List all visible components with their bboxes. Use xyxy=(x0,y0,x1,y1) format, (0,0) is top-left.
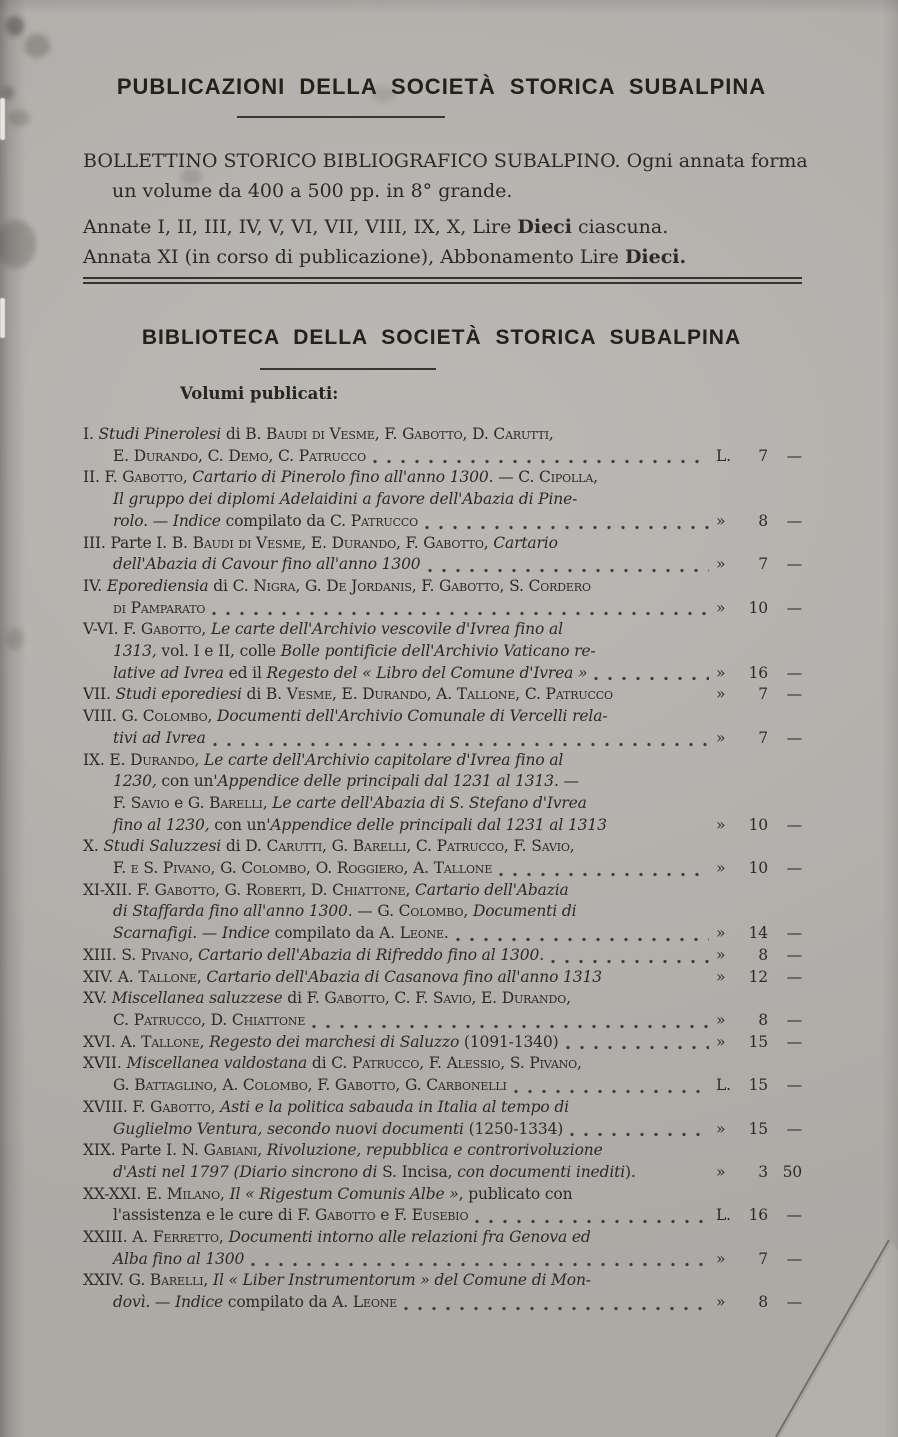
price-amount: 8 xyxy=(758,1010,768,1029)
text-run: A. Tallone, xyxy=(117,967,202,986)
price-amount: 16 xyxy=(748,1206,768,1225)
text-run: F. Gabotto, C. F. Savio, E. Durando, xyxy=(306,989,571,1008)
price-cents: — xyxy=(786,945,802,964)
text-run: G. Battaglino, A. Colombo, F. Gabotto, G. Carbonelli xyxy=(113,1076,507,1095)
price-cents: — xyxy=(786,924,802,943)
text-run: l'assistenza e le cure di xyxy=(113,1206,298,1225)
text-run: Annate I, II, III, IV, V, VI, VII, VIII, IX, X, Lire xyxy=(83,216,518,238)
text-run: F. Gabotto, G. Roberti, D. Chiattone, xyxy=(136,880,411,899)
price-cents: — xyxy=(786,1249,802,1268)
text-run: VIII. xyxy=(83,707,122,726)
price-currency: » xyxy=(716,728,726,747)
text-run: Cartario di Pinerolo fino all'anno 1300 xyxy=(192,468,489,487)
text-run: con un' xyxy=(209,815,271,834)
price-amount: 7 xyxy=(758,728,768,747)
text-run: XVI. xyxy=(83,1032,121,1051)
text-run: Il « Liber Instrumentorum » del Comune di Mon- xyxy=(212,1271,591,1290)
price-amount: 7 xyxy=(758,446,768,465)
text-run: G. Colombo, xyxy=(377,902,469,921)
text-run: Annata XI (in corso di publicazione), Abbonamento Lire xyxy=(83,246,625,268)
text-run: Cartario dell'Abazia xyxy=(415,880,569,899)
text-run: Indice xyxy=(221,924,270,943)
text-run: , publicato con xyxy=(458,1184,573,1203)
text-run: Indice xyxy=(175,1293,224,1312)
price-cents: — xyxy=(786,1032,802,1051)
price-amount: 7 xyxy=(758,555,768,574)
text-run: Eporediensia xyxy=(106,576,209,595)
text-run: dovì. xyxy=(113,1293,151,1312)
text-run: S. Incisa, xyxy=(377,1162,458,1181)
text-run: Documenti di xyxy=(472,902,577,921)
page-title: PUBLICAZIONI DELLA SOCIETÀ STORICA SUBALPINA xyxy=(116,74,767,99)
text-run: F. Gabotto, xyxy=(132,1097,216,1116)
text-run: Il gruppo dei diplomi Adelaidini a favore dell'Abazia di Pine- xyxy=(113,490,578,509)
text-run: 1313, xyxy=(113,642,157,661)
text-run: S. Pivano, xyxy=(121,945,194,964)
text-run: F. e S. Pivano, G. Colombo, O. Roggiero, A. Tallone xyxy=(113,859,493,878)
text-run: Alba fino al 1300 xyxy=(113,1249,245,1268)
price-currency: » xyxy=(716,1249,726,1268)
text-run: Studi eporediesi xyxy=(115,685,242,704)
price-cents: — xyxy=(786,555,802,574)
text-run: XVII. xyxy=(83,1054,127,1073)
price-amount: 15 xyxy=(748,1119,768,1138)
price-cents: — xyxy=(786,598,802,617)
price-amount: 14 xyxy=(748,924,768,943)
text-run: Miscellanea valdostana xyxy=(126,1054,308,1073)
text-run: Cartario xyxy=(493,533,558,552)
price-cents: — xyxy=(786,967,802,986)
price-amount: 15 xyxy=(748,1032,768,1051)
price-amount: 8 xyxy=(758,1293,768,1312)
text-run: lative ad Ivrea xyxy=(113,663,224,682)
text-run: F. Eusebio xyxy=(394,1206,469,1225)
text-run: (1250-1334) xyxy=(463,1119,564,1138)
text-run: ). xyxy=(625,1162,636,1181)
price-currency: » xyxy=(716,685,726,704)
text-run: F. Savio xyxy=(113,793,170,812)
text-run: e xyxy=(375,1206,395,1225)
text-run: compilato da xyxy=(223,1293,333,1312)
text-run: F. Gabotto, xyxy=(123,620,207,639)
text-run: Appendice delle principali dal 1231 al 1313 xyxy=(270,815,607,834)
text-run: Studi Saluzzesi xyxy=(103,837,222,856)
text-run: E. Milano, xyxy=(146,1184,225,1203)
text-run: Dieci. xyxy=(624,246,687,268)
text-run: Il « Rigestum Comunis Albe » xyxy=(229,1184,459,1203)
price-amount: 7 xyxy=(758,685,768,704)
text-run: Asti e la politica sabauda in Italia al tempo di xyxy=(220,1097,569,1116)
price-currency: » xyxy=(716,555,726,574)
price-currency: » xyxy=(716,598,726,617)
text-run: C. Patrucco, D. Chiattone xyxy=(113,1010,306,1029)
price-cents: 50 xyxy=(782,1162,802,1181)
text-run: Bolle pontificie dell'Archivio Vaticano re- xyxy=(280,642,596,661)
price-currency: » xyxy=(716,815,726,834)
price-currency: L. xyxy=(716,446,731,465)
price-cents: — xyxy=(786,446,802,465)
text-run: Dieci xyxy=(517,216,572,238)
text-run: di xyxy=(221,837,246,856)
price-currency: L. xyxy=(716,1076,731,1095)
text-run: N. Gabiani, xyxy=(181,1141,263,1160)
text-run: fino al 1230, xyxy=(113,815,210,834)
text-run: C. Cipolla, xyxy=(518,468,598,487)
text-run: Le carte dell'Archivio vescovile d'Ivrea fino al xyxy=(210,620,563,639)
text-run: con un' xyxy=(156,772,218,791)
text-run: di xyxy=(282,989,307,1008)
text-run: . — xyxy=(488,468,519,487)
price-currency: » xyxy=(716,1119,726,1138)
text-run: Le carte dell'Archivio capitolare d'Ivrea fino al xyxy=(204,750,564,769)
text-run: . — xyxy=(347,902,378,921)
price-amount: 12 xyxy=(748,967,768,986)
price-cents: — xyxy=(786,859,802,878)
price-amount: 10 xyxy=(748,859,768,878)
text-run: A. Tallone, xyxy=(120,1032,205,1051)
text-run: G. Colombo, xyxy=(121,707,213,726)
text-run: — xyxy=(197,924,222,943)
text-run: IX. xyxy=(83,750,110,769)
price-cents: — xyxy=(786,511,802,530)
text-run: XX-XXI. xyxy=(83,1184,147,1203)
text-run: dell'Abazia di Cavour fino all'anno 1300 xyxy=(113,555,421,574)
text-run: A. Ferretto, xyxy=(132,1228,224,1247)
price-amount: 8 xyxy=(758,945,768,964)
text-run: XIII. xyxy=(83,945,122,964)
text-run: E. Durando, C. Demo, C. Patrucco xyxy=(113,446,367,465)
text-run: Studi Pinerolesi xyxy=(98,425,222,443)
volumes-subtitle: Volumi publicati: xyxy=(180,384,339,403)
price-currency: » xyxy=(716,967,726,986)
price-currency: » xyxy=(716,1032,726,1051)
text-run: Scarnafigi. xyxy=(113,924,198,943)
text-run: C. Patrucco, F. Alessio, S. Pivano, xyxy=(331,1054,582,1073)
price-currency: » xyxy=(716,945,726,964)
text-run: F. Gabotto, xyxy=(104,468,188,487)
text-run: Indice xyxy=(172,511,221,530)
text-run: V-VI. xyxy=(83,620,124,639)
text-run: compilato da xyxy=(220,511,330,530)
text-run: G. Barelli, xyxy=(128,1271,209,1290)
text-run: E. Durando, xyxy=(109,750,200,769)
text-run: Rivoluzione, repubblica e controrivoluzione xyxy=(266,1141,603,1160)
text-run: di xyxy=(307,1054,332,1073)
text-run: Regesto del « Libro del Comune d'Ivrea » xyxy=(266,663,588,682)
text-run: B. Vesme, E. Durando, A. Tallone, C. Patrucco xyxy=(265,685,613,704)
text-run: . xyxy=(539,945,544,964)
text-run: I. xyxy=(83,425,99,443)
price-currency: L. xyxy=(716,1206,731,1225)
price-currency: » xyxy=(716,1293,726,1312)
text-run: C. Nigra, G. De Jordanis, F. Gabotto, S. Cordero xyxy=(232,576,591,595)
text-run: IV. xyxy=(83,576,107,595)
text-run: . — xyxy=(553,772,579,791)
library-section-title: BIBLIOTECA DELLA SOCIETÀ STORICA SUBALPINA xyxy=(141,326,742,349)
text-run: Appendice delle principali dal 1231 al 1313 xyxy=(217,772,554,791)
text-run: Regesto dei marchesi di Saluzzo xyxy=(209,1032,460,1051)
text-run: Cartario dell'Abazia di Casanova fino all'anno 1313 xyxy=(206,967,602,986)
text-run: D. Carutti, G. Barelli, C. Patrucco, F. Savio, xyxy=(245,837,575,856)
text-run: di xyxy=(221,425,246,443)
text-run: B. Baudi di Vesme, F. Gabotto, D. Carutti, xyxy=(245,425,554,443)
text-run: rolo. xyxy=(113,511,148,530)
text-run: un volume da 400 a 500 pp. in 8° grande. xyxy=(112,180,513,202)
text-run: X. xyxy=(83,837,104,856)
price-amount: 7 xyxy=(758,1249,768,1268)
text-run: II. xyxy=(83,468,105,487)
price-cents: — xyxy=(786,1076,802,1095)
text-run: compilato da xyxy=(269,924,380,943)
text-run: Miscellanea saluzzese xyxy=(111,989,283,1008)
text-run: ciascuna. xyxy=(571,216,669,238)
text-run: Guglielmo Ventura, secondo nuovi documenti xyxy=(113,1119,464,1138)
text-run: XIV. xyxy=(83,967,118,986)
text-run: vol. I e II, colle xyxy=(156,642,281,661)
text-run: di xyxy=(208,576,233,595)
text-run: e xyxy=(169,793,188,812)
text-run: d'Asti nel 1797 (Diario sincrono di xyxy=(113,1162,378,1181)
text-run: di Pamparato xyxy=(113,598,206,617)
price-currency: » xyxy=(716,924,726,943)
text-run: XI-XII. xyxy=(83,880,137,899)
text-run: XV. xyxy=(83,989,112,1008)
text-run: di xyxy=(241,685,266,704)
price-amount: 16 xyxy=(748,663,768,682)
price-cents: — xyxy=(786,815,802,834)
text-run: C. Patrucco xyxy=(330,511,419,530)
text-run: — xyxy=(150,1293,176,1312)
text-run: BOLLETTINO STORICO BIBLIOGRAFICO SUBALPINO. Ogni annata forma xyxy=(83,150,808,172)
price-currency: » xyxy=(716,859,726,878)
text-run: ed il xyxy=(223,663,267,682)
text-run: XXIV. xyxy=(83,1271,129,1290)
price-cents: — xyxy=(786,663,802,682)
price-amount: 8 xyxy=(758,511,768,530)
text-run: Le carte dell'Abazia di S. Stefano d'Ivrea xyxy=(272,793,587,812)
text-run: Documenti dell'Archivio Comunale di Vercelli rela- xyxy=(217,707,608,726)
text-run: con documenti inediti xyxy=(457,1162,626,1181)
text-run: XXIII. xyxy=(83,1228,133,1247)
text-run: di Staffarda fino all'anno 1300 xyxy=(113,902,348,921)
text-run: Cartario dell'Abazia di Rifreddo fino al 1300 xyxy=(198,945,540,964)
text-run: 1230, xyxy=(113,772,157,791)
price-amount: 3 xyxy=(758,1162,768,1181)
price-cents: — xyxy=(786,685,802,704)
price-cents: — xyxy=(786,728,802,747)
text-run: F. Gabotto xyxy=(297,1206,376,1225)
price-amount: 15 xyxy=(748,1076,768,1095)
price-cents: — xyxy=(786,1206,802,1225)
text-run: G. Barelli, xyxy=(187,793,268,812)
price-cents: — xyxy=(786,1119,802,1138)
text-run: (1091-1340) xyxy=(459,1032,559,1051)
text-run: B. Baudi di Vesme, E. Durando, F. Gabotto, xyxy=(171,533,489,552)
price-currency: » xyxy=(716,511,726,530)
price-currency: » xyxy=(716,663,726,682)
text-run: III. Parte I. xyxy=(83,533,172,552)
price-currency: » xyxy=(716,1010,726,1029)
text-run: XVIII. xyxy=(83,1097,133,1116)
price-amount: 10 xyxy=(748,815,768,834)
text-run: A. Leone xyxy=(332,1293,398,1312)
price-cents: — xyxy=(786,1293,802,1312)
text-run: VII. xyxy=(83,685,116,704)
price-amount: 10 xyxy=(748,598,768,617)
text-run: Documenti intorno alle relazioni fra Genova ed xyxy=(228,1228,591,1247)
text-run: tivi ad Ivrea xyxy=(113,728,206,747)
text-run: A. Leone. xyxy=(379,924,449,943)
price-cents: — xyxy=(786,1010,802,1029)
text-run: XIX. Parte I. xyxy=(83,1141,182,1160)
price-currency: » xyxy=(716,1162,726,1181)
text-run: — xyxy=(147,511,173,530)
